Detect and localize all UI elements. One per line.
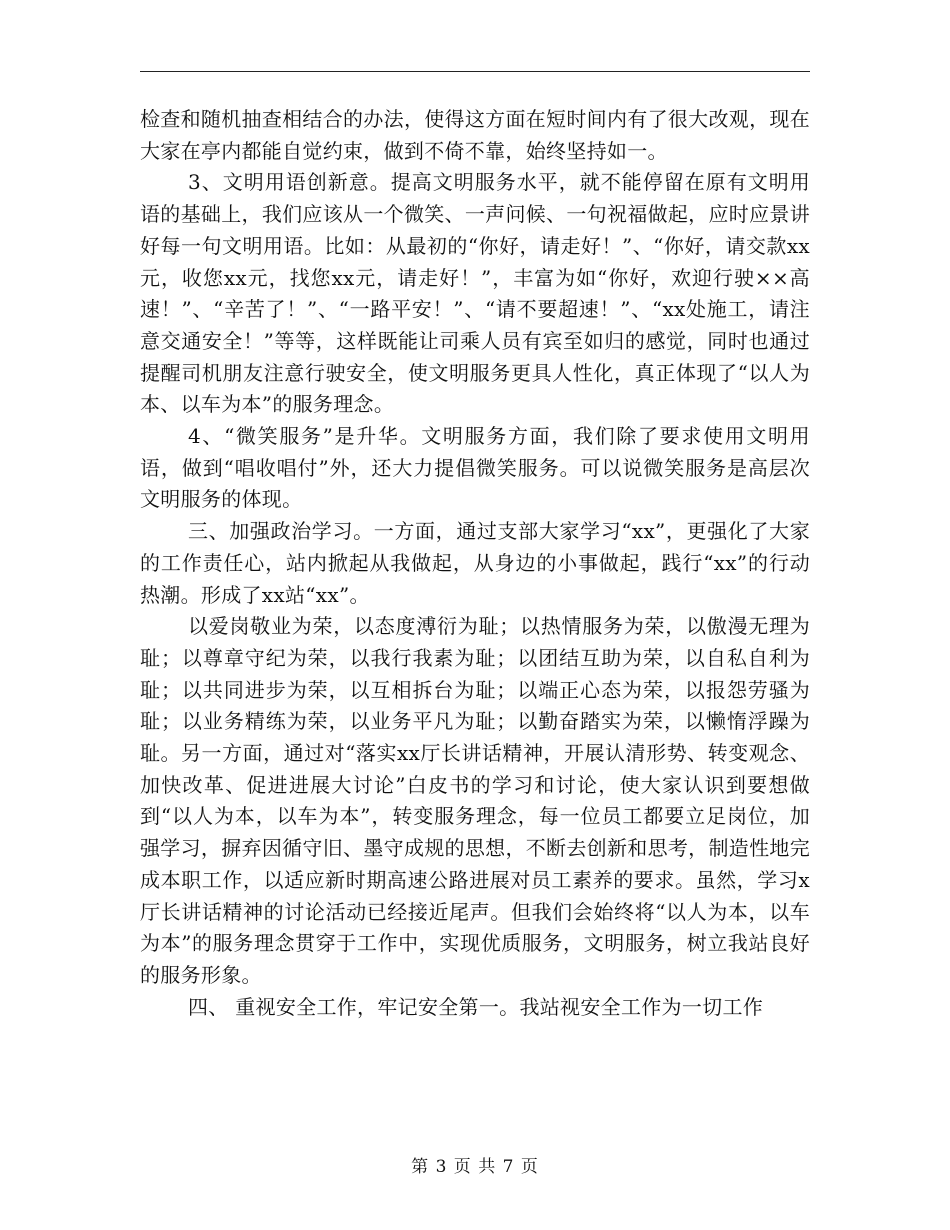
paragraph-1: 检查和随机抽查相结合的办法，使得这方面在短时间内有了很大改观，现在大家在亭内都能自觉约束，做到不倚不靠，始终坚持如一。: [140, 107, 810, 163]
paragraph-4: 三、加强政治学习。一方面，通过支部大家学习“xx”，更强化了大家的工作责任心，站内掀起从我做起，从身边的小事做起，践行“xx”的行动热潮。形成了xx站“xx”。: [140, 519, 810, 607]
paragraph-5: 以爱岗敬业为荣，以态度溥衍为耻；以热情服务为荣，以傲漫无理为耻；以尊章守纪为荣，以我行我素为耻；以团结互助为荣，以自私自利为耻；以共同进步为荣，以互相拆台为耻；以端正心态为荣，以报怨劳骚为耻；以业务精练为荣，以业务平凡为耻；以勤奋踏实为荣，以懒惰浮躁为耻。另一方面，通过对“落实xx厅长讲话精神，开展认清形势、转变观念、加快改革、促进进展大讨论”白皮书的学习和讨论，使大家认识到要想做到“以人为本，以车为本”，转变服务理念，每一位员工都要立足岗位，加强学习，摒弃因循守旧、墨守成规的思想，不断去创新和思考，制造性地完成本职工作，以适应新时期高速公路进展对员工素养的要求。虽然，学习x厅长讲话精神的讨论活动已经接近尾声。但我们会始终将“以人为本，以车为本”的服务理念贯穿于工作中，实现优质服务，文明服务，树立我站良好的服务形象。: [140, 614, 810, 987]
paragraph-2: 3、文明用语创新意。提高文明服务水平，就不能停留在原有文明用语的基础上，我们应该从一个微笑、一声问候、一句祝福做起，应时应景讲好每一句文明用语。比如：从最初的“你好，请走好！”、“你好，请交款xx元，收您xx元，找您xx元，请走好！”，丰富为如“你好，欢迎行驶××高速！”、“辛苦了！”、“一路平安！”、“请不要超速！”、“xx处施工，请注意交通安全！”等等，这样既能让司乘人员有宾至如归的感觉，同时也通过提醒司机朋友注意行驶安全，使文明服务更具人性化，真正体现了“以人为本、以车为本”的服务理念。: [140, 170, 810, 417]
page-number-footer: 第 3 页 共 7 页: [411, 1157, 539, 1177]
paragraph-6: 四、 重视安全工作，牢记安全第一。我站视安全工作为一切工作: [188, 994, 764, 1019]
document-body: [140, 104, 810, 1023]
header-rule: [140, 71, 810, 72]
paragraph-3: 4、“微笑服务”是升华。文明服务方面，我们除了要求使用文明用语，做到“唱收唱付”外，还大力提倡微笑服务。可以说微笑服务是高层次文明服务的体现。: [140, 424, 810, 512]
